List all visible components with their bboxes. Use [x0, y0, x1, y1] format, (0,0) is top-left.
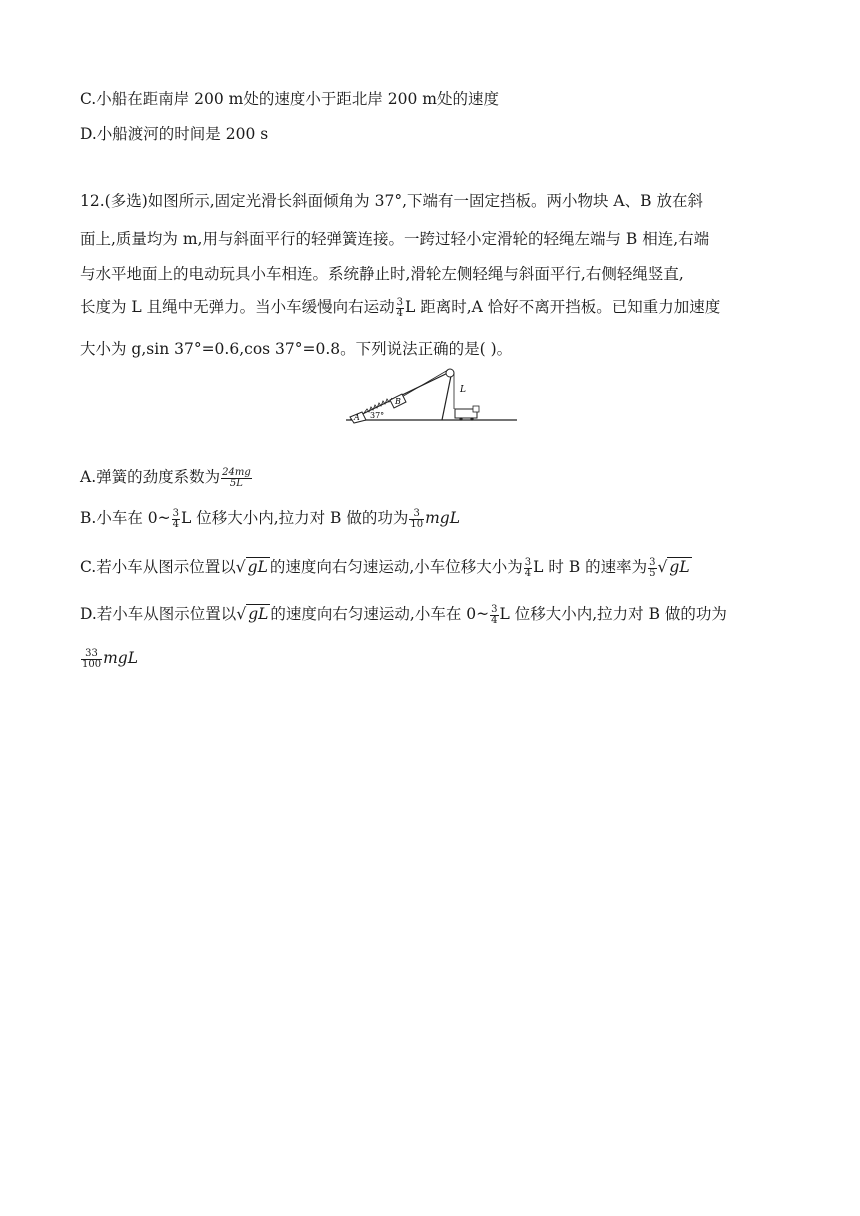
option-c-fraction-2: $\frac{3}{5}$: [649, 556, 656, 579]
angle-label: 37°: [370, 411, 385, 420]
incline-diagram: [340, 365, 520, 425]
prev-option-c: C.小船在距南岸 200 m处的速度小于距北岸 200 m处的速度: [80, 90, 500, 108]
option-c-sqrt-2: √ gL: [657, 558, 690, 576]
rope-length-label: L: [460, 385, 466, 395]
option-d: [80, 604, 727, 626]
option-a-fraction: $\frac{24mg}{5L}$: [222, 466, 251, 489]
option-d-continued: [80, 648, 138, 670]
toy-cart: [455, 406, 479, 421]
option-d-fraction-2: $\frac{33}{100}$: [82, 647, 102, 670]
question-12-line-5: 大小为 g,sin 37°=0.6,cos 37°=0.8。下列说法正确的是( )。: [80, 340, 513, 358]
option-b-fraction-1: $\frac{3}{4}$: [172, 507, 179, 530]
option-c: [80, 557, 692, 579]
option-d-fraction-1: $\frac{3}{4}$: [491, 603, 498, 626]
option-c-text-3: L 时 B 的速率为: [533, 558, 648, 576]
option-c-sqrt-1: √ gL: [235, 558, 268, 576]
option-d-text-4: mgL: [103, 649, 139, 667]
option-d-sqrt: √ gL: [236, 605, 269, 623]
option-b-text-1: B.小车在 0~: [80, 509, 171, 527]
option-c-text-2: 的速度向右匀速运动,小车位移大小为: [269, 558, 523, 576]
prev-option-d: D.小船渡河的时间是 200 s: [80, 125, 269, 143]
option-d-text-1: D.若小车从图示位置以: [80, 605, 237, 623]
question-12-line-1: 12.(多选)如图所示,固定光滑长斜面倾角为 37°,下端有一固定挡板。两小物块 A、B 放在斜: [80, 192, 703, 210]
question-12-line-4: [80, 297, 720, 319]
option-b: [80, 508, 460, 530]
fraction-three-quarters: $\frac{3}{4}$: [396, 296, 404, 319]
option-a-text: A.弹簧的劲度系数为: [80, 468, 221, 486]
q12-line4-pre: 长度为 L 且绳中无弹力。当小车缓慢向右运动: [80, 298, 395, 316]
question-12-line-3: 与水平地面上的电动玩具小车相连。系统静止时,滑轮左侧轻绳与斜面平行,右侧轻绳竖直,: [80, 265, 684, 283]
option-d-text-3: L 位移大小内,拉力对 B 做的功为: [499, 605, 727, 623]
block-b: [390, 394, 406, 408]
option-b-fraction-2: $\frac{3}{10}$: [410, 507, 424, 530]
option-c-text-1: C.若小车从图示位置以: [80, 558, 236, 576]
option-a: [80, 467, 253, 489]
option-d-text-2: 的速度向右匀速运动,小车在 0~: [270, 605, 490, 623]
option-c-fraction-1: $\frac{3}{4}$: [524, 556, 532, 579]
label-a: A: [354, 413, 360, 422]
option-b-text-3: mgL: [425, 509, 461, 527]
q12-line4-post: L 距离时,A 恰好不离开挡板。已知重力加速度: [405, 298, 721, 316]
question-12-line-2: 面上,质量均为 m,用与斜面平行的轻弹簧连接。一跨过轻小定滑轮的轻绳左端与 B 相连,右端: [80, 230, 710, 248]
label-b: B: [395, 397, 401, 406]
option-b-text-2: L 位移大小内,拉力对 B 做的功为: [180, 509, 409, 527]
